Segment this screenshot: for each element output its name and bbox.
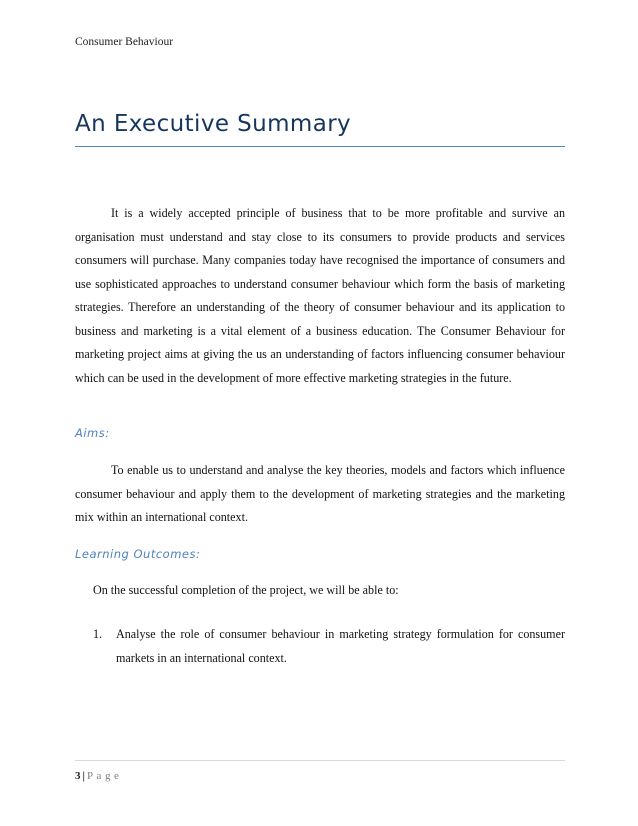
aims-paragraph — [75, 459, 565, 530]
list-item-number: 1. — [93, 627, 103, 641]
aims-heading: Aims: — [75, 426, 110, 440]
learning-outcomes-lead: On the successful completion of the project, we will be able to: — [93, 583, 399, 597]
intro-paragraph-text: It is a widely accepted principle of business that to be more profitable and survive an organisation must understand and stay close to its consumers to provide products and services consumers will purchase. Many companies today have recognised the importance of consumers and use sophisticated approaches to understand consumer behaviour which form the basis of marketing strategies. Therefore an understanding of the theory of consumer behaviour and its application to business and marketing is a vital element of a business education. The Consumer Behaviour for marketing project aims at giving the us an understanding of factors influencing consumer behaviour which can be used in the development of more effective marketing strategies in the future. — [75, 206, 565, 385]
footer-separator: | — [82, 770, 85, 782]
learning-outcomes-list — [93, 623, 565, 670]
title-underline — [75, 146, 565, 147]
list-item — [93, 623, 565, 670]
page-label: Page — [86, 770, 123, 782]
page-title: An Executive Summary — [75, 111, 352, 137]
list-item-text: Analyse the role of consumer behaviour in marketing strategy formulation for consumer markets in an international context. — [116, 627, 565, 665]
learning-outcomes-heading: Learning Outcomes: — [75, 547, 201, 561]
page-number: 3 — [75, 770, 81, 782]
page-footer — [75, 770, 122, 782]
footer-divider — [75, 760, 565, 761]
aims-paragraph-text: To enable us to understand and analyse the key theories, models and factors which influence consumer behaviour and apply them to the development of marketing strategies and the marketing mix within an international context. — [75, 463, 565, 525]
running-header: Consumer Behaviour — [75, 36, 174, 48]
intro-paragraph — [75, 202, 565, 390]
